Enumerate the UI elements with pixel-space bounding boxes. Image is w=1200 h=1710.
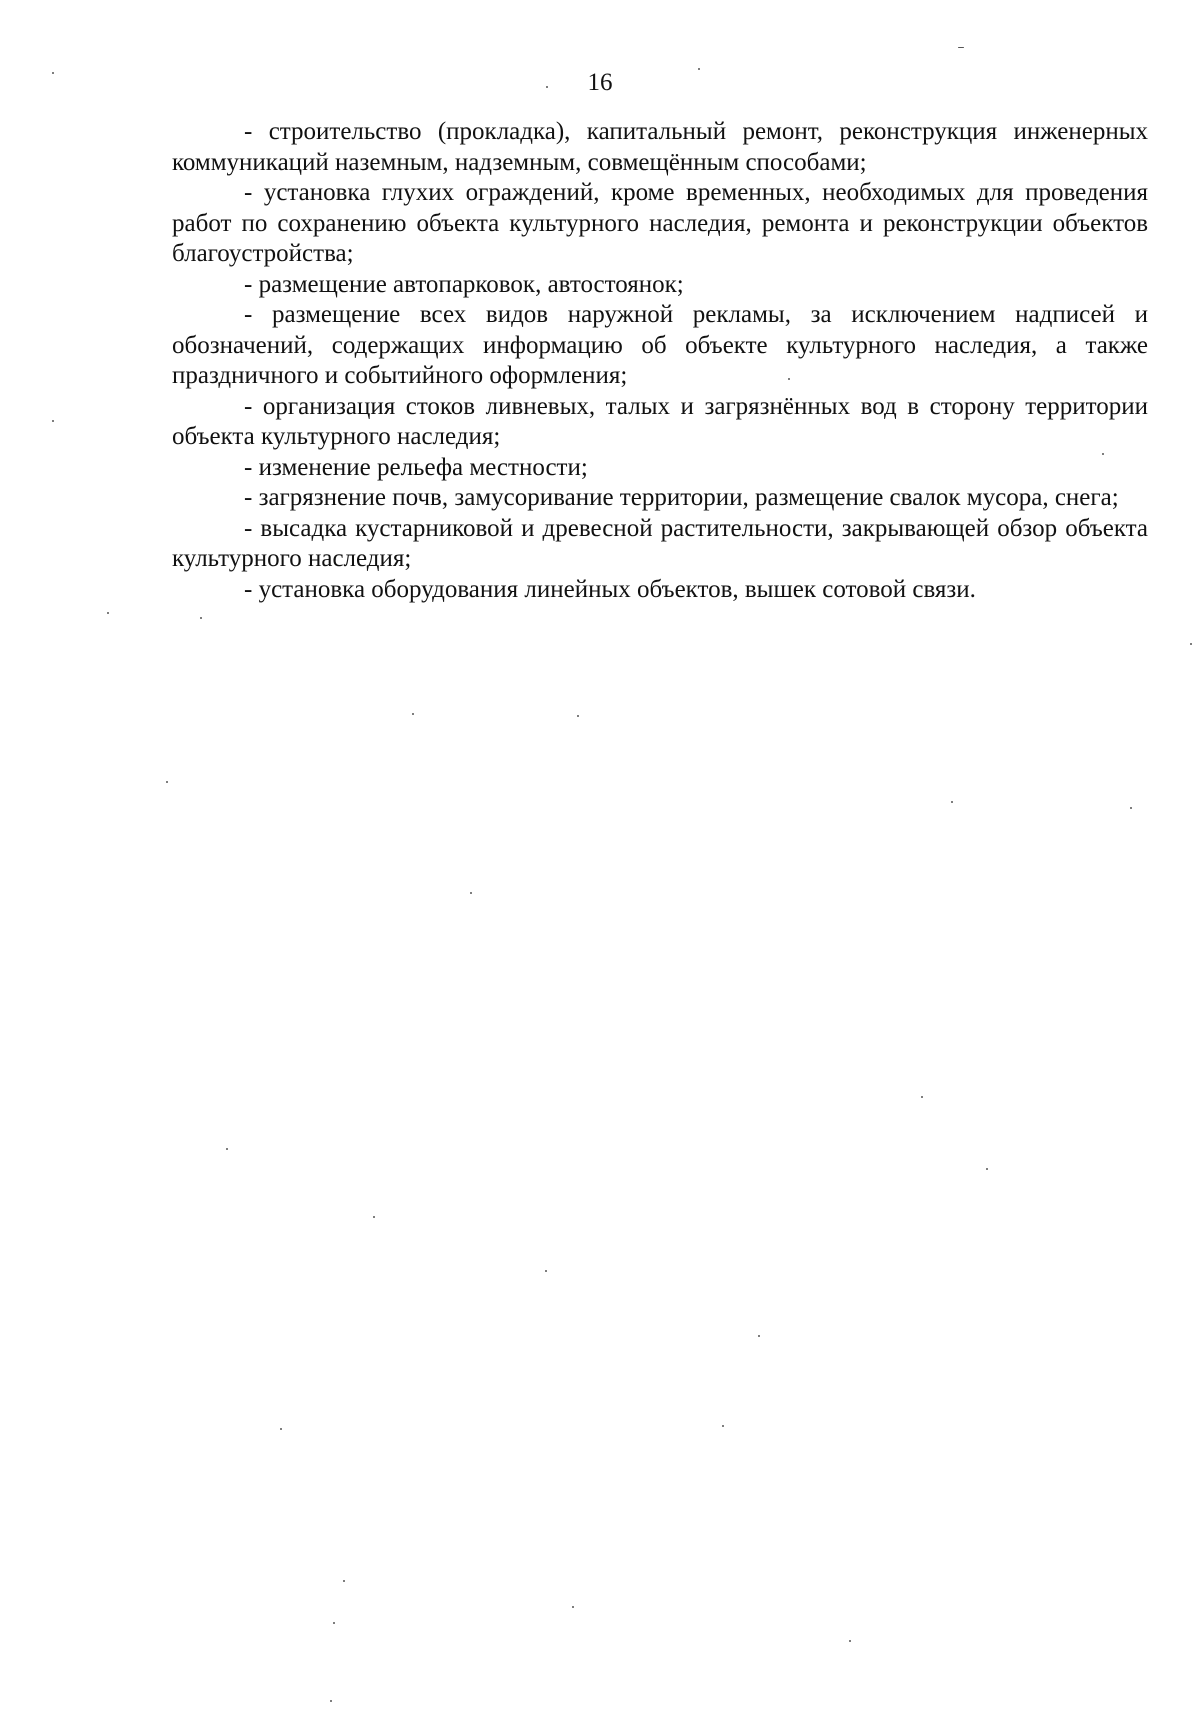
scan-speck bbox=[226, 1148, 228, 1150]
scan-speck bbox=[333, 1622, 335, 1624]
scan-speck bbox=[572, 1606, 574, 1608]
paragraph-outdoor-advertising: - размещение всех видов наружной рекламы, за исключением надписей и обозначений, содержащих информацию об объекте культурного наследия, а также праздничного и событийного оформления; bbox=[172, 301, 1148, 389]
scan-speck bbox=[373, 1216, 375, 1218]
scan-speck bbox=[52, 72, 54, 74]
scan-speck bbox=[849, 1640, 851, 1642]
scan-speck bbox=[412, 713, 414, 715]
scan-speck bbox=[200, 617, 202, 619]
paragraph-solid-fences: - установка глухих ограждений, кроме временных, необходимых для проведения работ по сохранению объекта культурного наследия, ремонта и реконструкции объектов благоустройства; bbox=[172, 179, 1148, 267]
scan-speck bbox=[280, 1428, 282, 1430]
scan-speck bbox=[546, 86, 548, 88]
scan-speck bbox=[343, 1580, 345, 1582]
paragraph-utilities-construction: - строительство (прокладка), капитальный ремонт, реконструкция инженерных коммуникаций наземным, надземным, совмещённым способами; bbox=[172, 118, 1148, 176]
scan-speck bbox=[545, 1270, 547, 1272]
paragraph-soil-pollution: - загрязнение почв, замусоривание территории, размещение свалок мусора, снега; bbox=[244, 484, 1119, 511]
document-body bbox=[172, 117, 1148, 605]
scan-speck bbox=[470, 892, 472, 894]
scan-speck bbox=[758, 1335, 760, 1337]
scan-speck bbox=[1102, 453, 1104, 455]
scan-speck bbox=[577, 715, 579, 717]
page-number: 16 bbox=[587, 69, 613, 96]
scan-speck bbox=[1130, 807, 1132, 809]
scan-speck bbox=[921, 1096, 923, 1098]
scan-speck bbox=[1190, 643, 1192, 645]
scan-speck bbox=[698, 68, 700, 70]
paragraph-linear-objects: - установка оборудования линейных объектов, вышек сотовой связи. bbox=[244, 575, 976, 603]
scan-speck bbox=[958, 47, 964, 48]
scan-speck bbox=[330, 1700, 332, 1702]
paragraph-water-drainage: - организация стоков ливневых, талых и загрязнённых вод в сторону территории объекта культурного наследия; bbox=[172, 392, 1148, 450]
scan-speck bbox=[166, 781, 168, 783]
scan-speck bbox=[107, 612, 109, 614]
scan-speck bbox=[788, 378, 790, 380]
scan-speck bbox=[951, 801, 953, 803]
paragraph-parking: - размещение автопарковок, автостоянок; bbox=[244, 270, 684, 298]
paragraph-relief-change: - изменение рельефа местности; bbox=[244, 453, 588, 481]
scan-speck bbox=[52, 420, 54, 422]
scan-speck bbox=[986, 1168, 988, 1170]
scan-speck bbox=[722, 1425, 724, 1427]
paragraph-vegetation-planting: - высадка кустарниковой и древесной растительности, закрывающей обзор объекта культурного наследия; bbox=[172, 514, 1148, 572]
